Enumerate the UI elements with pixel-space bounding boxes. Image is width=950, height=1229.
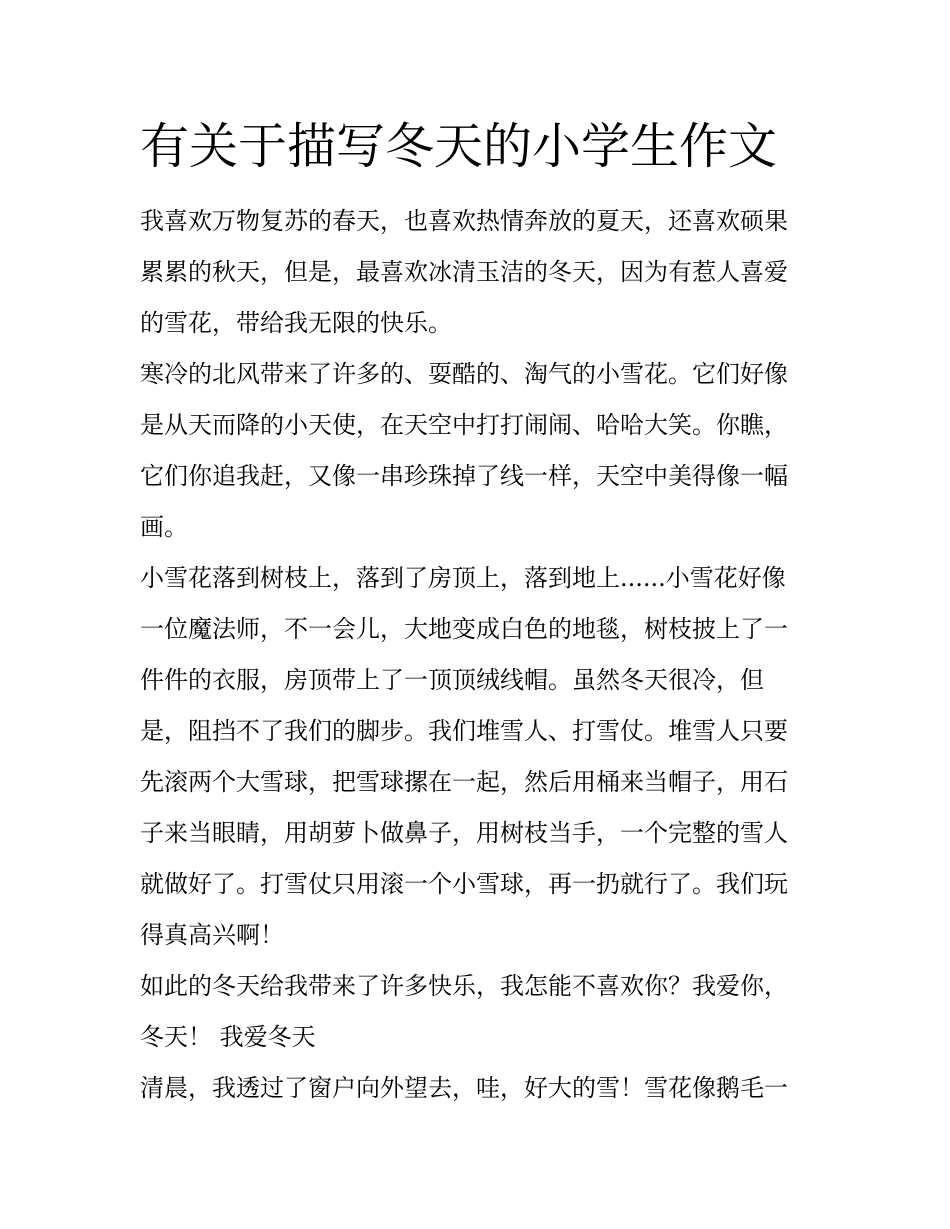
text-line: 冬天！ 我爱冬天 <box>140 1023 316 1051</box>
text-line: 清晨，我透过了窗户向外望去，哇，好大的雪！雪花像鹅毛一 <box>140 1074 788 1102</box>
text-line: 得真高兴啊！ <box>140 921 284 949</box>
text-line: 的雪花，带给我无限的快乐。 <box>140 309 452 337</box>
text-line: 一位魔法师，不一会儿，大地变成白色的地毯，树枝披上了一 <box>140 615 788 643</box>
text-line: 寒冷的北风带来了许多的、耍酷的、淘气的小雪花。它们好像 <box>140 360 788 388</box>
text-line: 画。 <box>140 513 188 541</box>
text-line: 就做好了。打雪仗只用滚一个小雪球，再一扔就行了。我们玩 <box>140 870 788 898</box>
text-line: 子来当眼睛，用胡萝卜做鼻子，用树枝当手，一个完整的雪人 <box>140 819 788 847</box>
text-line: 它们你追我赶，又像一串珍珠掉了线一样，天空中美得像一幅 <box>140 462 788 490</box>
document-title: 有关于描写冬天的小学生作文 <box>140 118 778 175</box>
text-line: 小雪花落到树枝上，落到了房顶上，落到地上......小雪花好像 <box>140 564 786 592</box>
text-line: 如此的冬天给我带来了许多快乐，我怎能不喜欢你？我爱你， <box>140 972 788 1000</box>
text-line: 件件的衣服，房顶带上了一顶顶绒线帽。虽然冬天很冷，但 <box>140 666 764 694</box>
text-line: 先滚两个大雪球，把雪球摞在一起，然后用桶来当帽子，用石 <box>140 768 788 796</box>
text-line: 是，阻挡不了我们的脚步。我们堆雪人、打雪仗。堆雪人只要 <box>140 717 788 745</box>
text-line: 是从天而降的小天使，在天空中打打闹闹、哈哈大笑。你瞧， <box>140 411 788 439</box>
text-line: 累累的秋天，但是，最喜欢冰清玉洁的冬天，因为有惹人喜爱 <box>140 258 788 286</box>
text-line: 我喜欢万物复苏的春天，也喜欢热情奔放的夏天，还喜欢硕果 <box>140 207 788 235</box>
